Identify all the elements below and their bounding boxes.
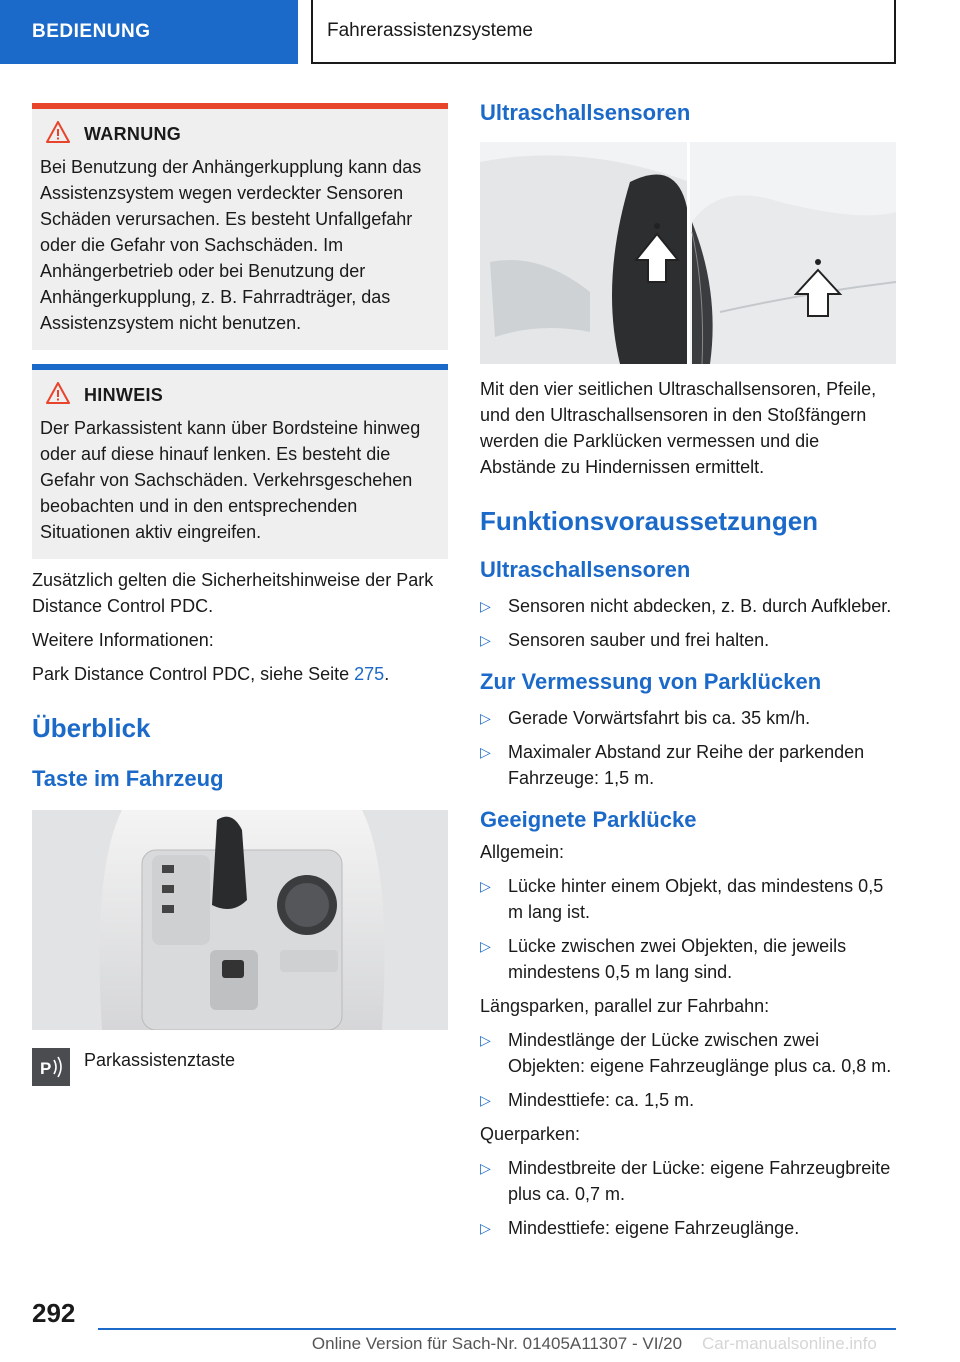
bullet-triangle-icon: ▷: [480, 710, 491, 726]
list-item: ▷ Mindestlänge der Lücke zwischen zwei Objekten: eigene Fahrzeuglänge plus ca. 0,8 m.: [480, 1027, 896, 1079]
sensor-photo: [480, 142, 896, 364]
parallel-label: Längsparken, parallel zur Fahrbahn:: [480, 996, 770, 1016]
bullet-triangle-icon: ▷: [480, 1160, 491, 1176]
list-item: ▷ Mindestbreite der Lücke: eigene Fahrzeugbreite plus ca. 0,7 m.: [480, 1155, 896, 1207]
park-assist-button-icon: [32, 1048, 70, 1086]
cross-list: [480, 1155, 896, 1241]
general-list: [480, 873, 896, 985]
watermark: Car-manualsonline.info: [702, 1334, 877, 1353]
section-title: BEDIENUNG: [32, 21, 151, 42]
bullet-triangle-icon: ▷: [480, 938, 491, 954]
sensor-list: [480, 593, 896, 653]
warning-icon: [46, 121, 70, 148]
warning-box: [32, 103, 448, 350]
hint-box: [32, 364, 448, 559]
measure-list: [480, 705, 896, 791]
footer-divider: [98, 1328, 896, 1330]
requirements-heading: Funktionsvoraussetzungen: [480, 506, 819, 536]
more-info-label: Weitere Informationen:: [32, 630, 214, 650]
button-legend: [32, 1048, 448, 1086]
hint-icon: [46, 382, 70, 409]
safety-note: Zusätzlich gelten die Sicherheitshinweise der Park Distance Control PDC.: [32, 570, 434, 616]
bullet-triangle-icon: ▷: [480, 632, 491, 648]
chapter-title: Fahrerassistenzsysteme: [327, 20, 533, 41]
online-version-note: Online Version für Sach-Nr. 01405A11307 - VI/20: [311, 1334, 683, 1353]
bullet-triangle-icon: ▷: [480, 598, 491, 614]
list-item: ▷ Mindesttiefe: ca. 1,5 m.: [480, 1087, 896, 1113]
hint-title: HINWEIS: [84, 385, 164, 405]
list-item: ▷ Lücke hinter einem Objekt, das mindestens 0,5 m lang ist.: [480, 873, 896, 925]
warning-title: WARNUNG: [84, 124, 182, 144]
right-column: [480, 100, 896, 1249]
park-assist-button-label: Parkassistenztaste: [84, 1050, 236, 1070]
left-column: [32, 103, 448, 1086]
measure-heading: Zur Vermessung von Parklücken: [480, 669, 822, 694]
hint-text: Der Parkassistent kann über Bordsteine hinweg oder auf diese hinauf lenken. Es besteht die Gefahr von Sachschäden. Verkehrsgeschehen beobachten und in den entsprechenden Situationen aktiv eingreifen.: [40, 418, 421, 542]
general-label: Allgemein:: [480, 842, 565, 862]
pdc-reference: Park Distance Control PDC, siehe Seite 275.: [32, 664, 390, 684]
bullet-triangle-icon: ▷: [480, 744, 491, 760]
bullet-triangle-icon: ▷: [480, 1092, 491, 1108]
bullet-triangle-icon: ▷: [480, 1220, 491, 1236]
svg-text:P: P: [40, 1059, 52, 1078]
list-item: ▷ Lücke zwischen zwei Objekten, die jeweils mindestens 0,5 m lang sind.: [480, 933, 896, 985]
sensors-description: Mit den vier seitlichen Ultraschallsensoren, Pfeile, und den Ultraschallsensoren in den Stoßfängern werden die Parklücken vermessen und die Abstände zu Hindernissen ermittelt.: [480, 379, 877, 477]
list-item: ▷ Mindesttiefe: eigene Fahrzeuglänge.: [480, 1215, 896, 1241]
suitable-heading: Geeignete Parklücke: [480, 807, 697, 832]
list-item: ▷ Maximaler Abstand zur Reihe der parkenden Fahrzeuge: 1,5 m.: [480, 739, 896, 791]
list-item: ▷ Gerade Vorwärtsfahrt bis ca. 35 km/h.: [480, 705, 896, 731]
bullet-triangle-icon: ▷: [480, 878, 491, 894]
overview-heading: Überblick: [32, 713, 151, 743]
warning-text: Bei Benutzung der Anhängerkupplung kann das Assistenzsystem wegen verdeckter Sensoren Schäden verursachen. Es besteht Unfallgefahr oder die Gefahr von Sachschäden. Im Anhängerbetrieb oder bei Benutzung der Anhängerkupplung, z. B. Fahrradträger, das Assistenzsystem nicht benutzen.: [40, 157, 422, 333]
bullet-triangle-icon: ▷: [480, 1032, 491, 1048]
sensors-subheading: Ultraschallsensoren: [480, 557, 691, 582]
parallel-list: [480, 1027, 896, 1113]
console-photo: [32, 810, 448, 1030]
page-number: 292: [32, 1298, 76, 1328]
button-heading: Taste im Fahrzeug: [32, 766, 224, 791]
page-link[interactable]: 275: [354, 664, 385, 684]
list-item: ▷ Sensoren sauber und frei halten.: [480, 627, 896, 653]
section-tab: [0, 0, 298, 64]
cross-label: Querparken:: [480, 1124, 581, 1144]
list-item: ▷ Sensoren nicht abdecken, z. B. durch Aufkleber.: [480, 593, 896, 619]
sensors-heading: Ultraschallsensoren: [480, 100, 691, 125]
chapter-header: [311, 0, 896, 64]
